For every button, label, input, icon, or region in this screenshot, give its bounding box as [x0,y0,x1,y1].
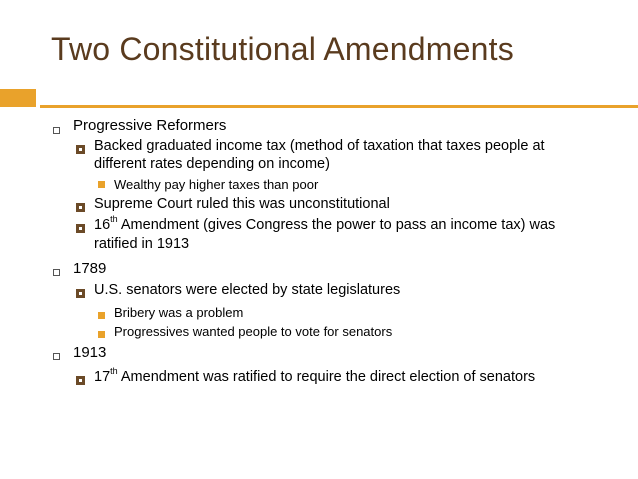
level1-bullet-icon [53,127,60,134]
ordinal-suffix: th [110,366,118,377]
level2-bullet-icon [76,203,85,212]
level3-bullet-icon [98,331,105,338]
bullet-graduated-income-tax-line1: Backed graduated income tax (method of taxation that taxes people at [94,138,545,154]
level2-bullet-icon [76,145,85,154]
sub-bullet-progressives-wanted: Progressives wanted people to vote for senators [114,324,393,339]
amendment-text: Amendment was ratified to require the direct election of senators [117,369,536,385]
level2-bullet-icon [76,224,85,233]
amendment-text: Amendment (gives Congress the power to pass an income tax) was [117,217,556,233]
level2-bullet-icon [76,376,85,385]
slide-title: Two Constitutional Amendments [51,31,514,67]
amendment-number: 16 [94,217,111,233]
level2-bullet-icon [76,289,85,298]
ordinal-suffix: th [110,214,118,225]
sub-bullet-bribery: Bribery was a problem [114,305,244,320]
level1-bullet-icon [53,269,60,276]
sub-bullet-wealthy-pay: Wealthy pay higher taxes than poor [114,177,319,192]
bullet-senators-elected: U.S. senators were elected by state legislatures [94,282,401,298]
level3-bullet-icon [98,181,105,188]
section-heading-1789: 1789 [73,260,107,277]
bullet-16th-amendment-line1 [94,214,556,233]
bullet-graduated-income-tax-line2: different rates depending on income) [94,156,330,172]
level1-bullet-icon [53,353,60,360]
section-heading-1913: 1913 [73,344,107,361]
bullet-16th-amendment-line2: ratified in 1913 [94,236,190,252]
bullet-supreme-court: Supreme Court ruled this was unconstitutional [94,196,390,212]
bullet-17th-amendment [94,366,536,385]
amendment-number: 17 [94,369,111,385]
section-heading-progressive-reformers: Progressive Reformers [73,117,227,134]
level3-bullet-icon [98,312,105,319]
